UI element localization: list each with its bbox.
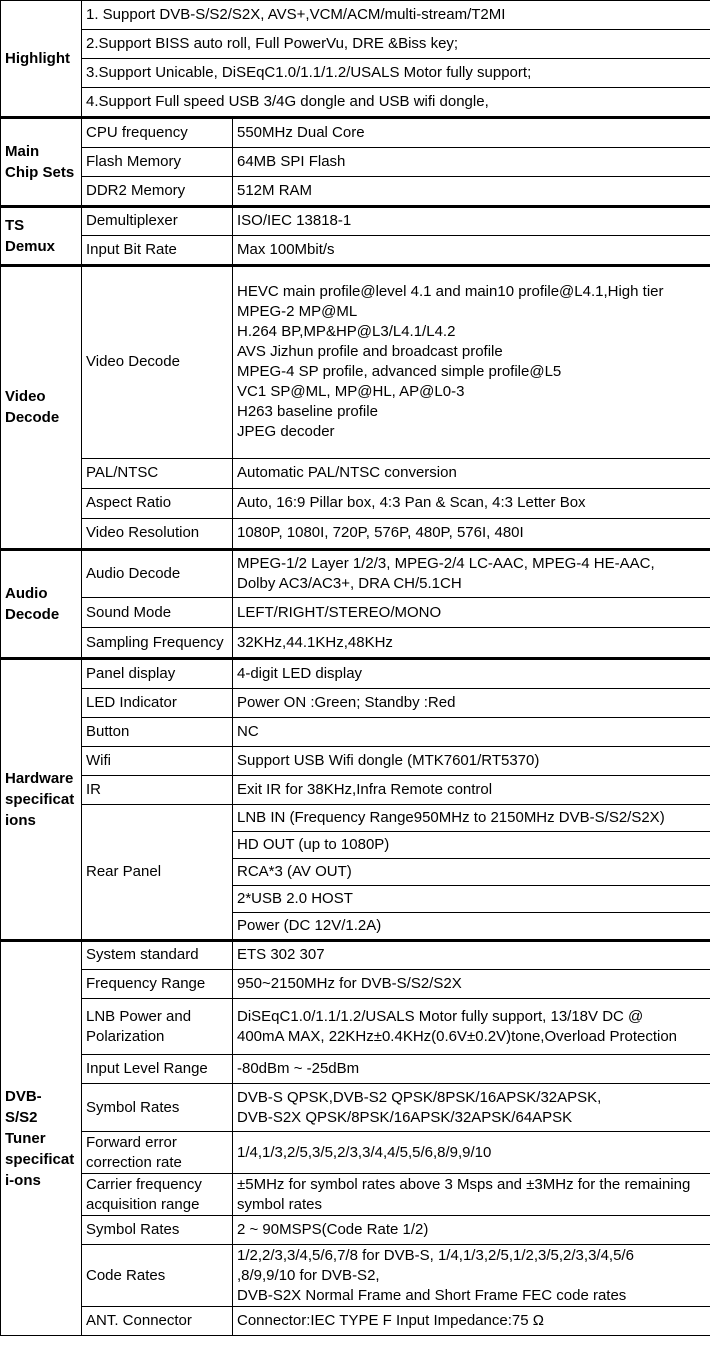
category-title-line: Audio (5, 584, 48, 602)
cell-text-line: 550MHz Dual Core (237, 123, 365, 141)
rear-panel-item (233, 831, 710, 858)
cell-text-line: DVB-S2X Normal Frame and Short Frame FEC code rates (237, 1286, 627, 1304)
spec-value (233, 746, 710, 775)
category-title-line: Highlight (5, 50, 70, 67)
cell-text-line: Automatic PAL/NTSC conversion (237, 464, 457, 481)
spec-label (82, 236, 233, 265)
category-title-line: Video (5, 388, 46, 406)
spec-value (233, 999, 710, 1055)
cell-text-line: Aspect Ratio (86, 494, 172, 511)
category-title-line: specificat (5, 790, 75, 808)
category-title-line: TS (5, 216, 25, 234)
table-row (1, 88, 710, 117)
cell-text-line: ±5MHz for symbol rates above 3 Msps and ±3MHz for the remaining (237, 1175, 691, 1193)
highlight-item (82, 1, 710, 30)
spec-label (82, 941, 233, 970)
table-row (1, 804, 710, 831)
cell-text-line: Demultiplexer (86, 212, 178, 230)
spec-value (233, 717, 710, 746)
spec-value (233, 1307, 710, 1336)
spec-label (82, 999, 233, 1055)
spec-value (233, 518, 710, 548)
cell-text-line: LNB IN (Frequency Range950MHz to 2150MHz DVB-S/S2/S2X) (237, 808, 665, 826)
cell-text-line: CPU frequency (86, 123, 188, 141)
spec-label (82, 488, 233, 518)
spec-value (233, 1084, 710, 1132)
table-row (1, 458, 710, 488)
table-row (1, 118, 710, 147)
table-row (1, 176, 710, 205)
category-tuner (1, 941, 82, 1336)
highlight-item (82, 30, 710, 59)
cell-text-line: Max 100Mbit/s (237, 241, 335, 258)
category-hardware (1, 659, 82, 939)
cell-text-line: Exit IR for 38KHz,Infra Remote control (237, 780, 493, 798)
category-ts-demux (1, 207, 82, 265)
highlight-item (82, 59, 710, 88)
category-audio-decode (1, 550, 82, 658)
spec-label (82, 550, 233, 598)
cell-text-line: Dolby AC3/AC3+, DRA CH/5.1CH (237, 574, 462, 592)
cell-text-line: Frequency Range (86, 975, 206, 992)
spec-label (82, 147, 233, 176)
category-title-line: specificat (5, 1150, 75, 1168)
spec-value (233, 659, 710, 688)
cell-text-line: 32KHz,44.1KHz,48KHz (237, 633, 393, 651)
table-row (1, 941, 710, 970)
cell-text-line: DDR2 Memory (86, 181, 186, 199)
category-title-line: DVB- (5, 1087, 42, 1105)
cell-text-line: 512M RAM (237, 181, 313, 199)
table-row (1, 598, 710, 628)
spec-value (233, 775, 710, 804)
table-row (1, 30, 710, 59)
spec-label (82, 176, 233, 205)
cell-text-line: MPEG-4 SP profile, advanced simple profile@L5 (237, 363, 562, 381)
spec-value (233, 176, 710, 205)
cell-text-line: Symbol Rates (86, 1221, 180, 1238)
table-row (1, 999, 710, 1055)
cell-text-line: DVB-S QPSK,DVB-S2 QPSK/8PSK/16APSK/32APSK, (237, 1088, 602, 1106)
spec-value (233, 207, 710, 236)
table-row (1, 1, 710, 30)
table-row (1, 628, 710, 658)
category-title-line: S/S2 (5, 1108, 38, 1126)
spec-value (233, 488, 710, 518)
spec-value (233, 266, 710, 458)
table-row (1, 1307, 710, 1336)
cell-text-line: PAL/NTSC (86, 464, 159, 481)
spec-label (82, 207, 233, 236)
rear-panel-item (233, 885, 710, 912)
cell-text-line: AVS Jizhun profile and broadcast profile (237, 343, 503, 361)
spec-label (82, 659, 233, 688)
cell-text-line: Carrier frequency (86, 1175, 202, 1193)
cell-text-line: correction rate (86, 1153, 182, 1171)
table-row (1, 59, 710, 88)
spec-value (233, 970, 710, 999)
spec-label (82, 266, 233, 458)
table-row (1, 147, 710, 176)
table-row (1, 717, 710, 746)
table-row (1, 1174, 710, 1216)
cell-text-line: DVB-S2X QPSK/8PSK/16APSK/32APSK/64APSK (237, 1108, 573, 1126)
rear-panel-item (233, 858, 710, 885)
category-highlight (1, 1, 82, 117)
cell-text-line: Button (86, 722, 130, 740)
spec-value (233, 147, 710, 176)
cell-text-line: 3.Support Unicable, DiSEqC1.0/1.1/1.2/USALS Motor fully support; (86, 64, 532, 81)
spec-value (233, 1245, 710, 1307)
table-row (1, 550, 710, 598)
category-title-line: Chip Sets (5, 163, 75, 181)
spec-label (82, 1084, 233, 1132)
spec-value (233, 1174, 710, 1216)
rear-panel-item (233, 912, 710, 939)
cell-text-line: System standard (86, 946, 199, 964)
cell-text-line: Input Bit Rate (86, 241, 177, 258)
spec-label (82, 628, 233, 658)
table-row (1, 207, 710, 236)
cell-text-line: Wifi (86, 751, 111, 769)
spec-value (233, 1132, 710, 1174)
cell-text-line: 4.Support Full speed USB 3/4G dongle and USB wifi dongle, (86, 93, 489, 110)
cell-text-line: Panel display (86, 664, 176, 682)
cell-text-line: Symbol Rates (86, 1098, 180, 1116)
table-row (1, 746, 710, 775)
spec-value (233, 118, 710, 147)
category-title-line: Main (5, 142, 40, 160)
cell-text-line: ETS 302 307 (237, 946, 325, 964)
spec-value (233, 598, 710, 628)
cell-text-line: Input Level Range (86, 1060, 208, 1077)
spec-label (82, 1216, 233, 1245)
spec-label (82, 458, 233, 488)
rear-panel-item (233, 804, 710, 831)
cell-text-line: LNB Power and (86, 1007, 192, 1025)
spec-label (82, 970, 233, 999)
cell-text-line: acquisition range (86, 1195, 200, 1213)
highlight-item (82, 88, 710, 117)
spec-label (82, 1055, 233, 1084)
cell-text-line: NC (237, 722, 259, 740)
spec-label (82, 1174, 233, 1216)
table-row (1, 1055, 710, 1084)
category-title-line: ions (5, 811, 36, 829)
cell-text-line: Sampling Frequency (86, 633, 224, 651)
spec-value (233, 941, 710, 970)
cell-text-line: LED Indicator (86, 693, 177, 711)
category-video-decode (1, 266, 82, 548)
cell-text-line: H263 baseline profile (237, 403, 378, 421)
cell-text-line: 2.Support BISS auto roll, Full PowerVu, DRE &Biss key; (86, 35, 459, 52)
cell-text-line: 1080P, 1080I, 720P, 576P, 480P, 576I, 480I (237, 524, 524, 541)
cell-text-line: MPEG-2 MP@ML (237, 303, 358, 321)
table-row (1, 659, 710, 688)
spec-label (82, 804, 233, 939)
spec-label (82, 518, 233, 548)
cell-text-line: VC1 SP@ML, MP@HL, AP@L0-3 (237, 383, 465, 401)
table-row (1, 775, 710, 804)
cell-text-line: 400mA MAX, 22KHz±0.4KHz(0.6V±0.2V)tone,Overload Protection (237, 1027, 678, 1045)
cell-text-line: symbol rates (237, 1195, 323, 1213)
category-title-line: Tuner (5, 1129, 46, 1147)
cell-text-line: Sound Mode (86, 603, 172, 621)
table-row (1, 518, 710, 548)
cell-text-line: Support USB Wifi dongle (MTK7601/RT5370) (237, 751, 540, 769)
spec-value (233, 1216, 710, 1245)
table-row (1, 1084, 710, 1132)
cell-text-line: 1. Support DVB-S/S2/S2X, AVS+,VCM/ACM/multi-stream/T2MI (86, 6, 506, 23)
spec-label (82, 775, 233, 804)
cell-text-line: 1/2,2/3,3/4,5/6,7/8 for DVB-S, 1/4,1/3,2/5,1/2,3/5,2/3,3/4,5/6 (237, 1246, 634, 1264)
table-row (1, 1245, 710, 1307)
cell-text-line: 4-digit LED display (237, 664, 363, 682)
spec-label (82, 688, 233, 717)
spec-value (233, 236, 710, 265)
spec-label (82, 746, 233, 775)
cell-text-line: 2*USB 2.0 HOST (237, 889, 353, 907)
cell-text-line: HD OUT (up to 1080P) (237, 835, 390, 853)
cell-text-line: Audio Decode (86, 564, 181, 582)
category-title-line: Demux (5, 237, 56, 255)
cell-text-line: 950~2150MHz for DVB-S/S2/S2X (237, 975, 462, 992)
cell-text-line: Forward error (86, 1133, 177, 1151)
cell-text-line: Polarization (86, 1027, 165, 1045)
cell-text-line: 2 ~ 90MSPS(Code Rate 1/2) (237, 1221, 429, 1238)
category-main-chip-sets (1, 118, 82, 205)
cell-text-line: -80dBm ~ -25dBm (237, 1060, 360, 1077)
table-row (1, 1132, 710, 1174)
cell-text-line: Flash Memory (86, 152, 182, 170)
spec-label (82, 598, 233, 628)
table-row (1, 688, 710, 717)
spec-value (233, 1055, 710, 1084)
cell-text-line: Auto, 16:9 Pillar box, 4:3 Pan & Scan, 4:3 Letter Box (237, 494, 586, 511)
cell-text-line: LEFT/RIGHT/STEREO/MONO (237, 603, 442, 621)
cell-text-line: ANT. Connector (86, 1312, 192, 1329)
spec-value (233, 688, 710, 717)
category-title-line: Decode (5, 605, 60, 623)
spec-label (82, 1132, 233, 1174)
cell-text-line: Video Resolution (86, 524, 200, 541)
cell-text-line: Code Rates (86, 1266, 166, 1284)
cell-text-line: Connector:IEC TYPE F Input Impedance:75 Ω (237, 1312, 544, 1329)
cell-text-line: Rear Panel (86, 862, 162, 880)
cell-text-line: JPEG decoder (237, 423, 335, 441)
cell-text-line: 1/4,1/3,2/5,3/5,2/3,3/4,4/5,5/6,8/9,9/10 (237, 1143, 492, 1161)
cell-text-line: IR (86, 780, 101, 798)
table-row (1, 236, 710, 265)
cell-text-line: MPEG-1/2 Layer 1/2/3, MPEG-2/4 LC-AAC, MPEG-4 HE-AAC, (237, 554, 655, 572)
spec-label (82, 1245, 233, 1307)
cell-text-line: Power ON :Green; Standby :Red (237, 693, 456, 711)
cell-text-line: DiSEqC1.0/1.1/1.2/USALS Motor fully support, 13/18V DC @ (237, 1007, 644, 1025)
spec-label (82, 717, 233, 746)
cell-text-line: H.264 BP,MP&HP@L3/L4.1/L4.2 (237, 323, 456, 341)
cell-text-line: ISO/IEC 13818-1 (237, 212, 352, 230)
spec-label (82, 118, 233, 147)
category-title-line: i-ons (5, 1171, 41, 1189)
category-title-line: Decode (5, 409, 60, 427)
spec-value (233, 550, 710, 598)
table-row (1, 266, 710, 458)
cell-text-line: Video Decode (86, 353, 180, 371)
table-row (1, 1216, 710, 1245)
spec-value (233, 458, 710, 488)
spec-value (233, 628, 710, 658)
cell-text-line: ,8/9,9/10 for DVB-S2, (237, 1266, 380, 1284)
table-row (1, 488, 710, 518)
category-title-line: Hardware (5, 769, 74, 787)
table-row (1, 970, 710, 999)
cell-text-line: Power (DC 12V/1.2A) (237, 916, 382, 934)
cell-text-line: 64MB SPI Flash (237, 152, 346, 170)
cell-text-line: HEVC main profile@level 4.1 and main10 profile@L4.1,High tier (237, 283, 664, 301)
spec-label (82, 1307, 233, 1336)
cell-text-line: RCA*3 (AV OUT) (237, 862, 352, 880)
